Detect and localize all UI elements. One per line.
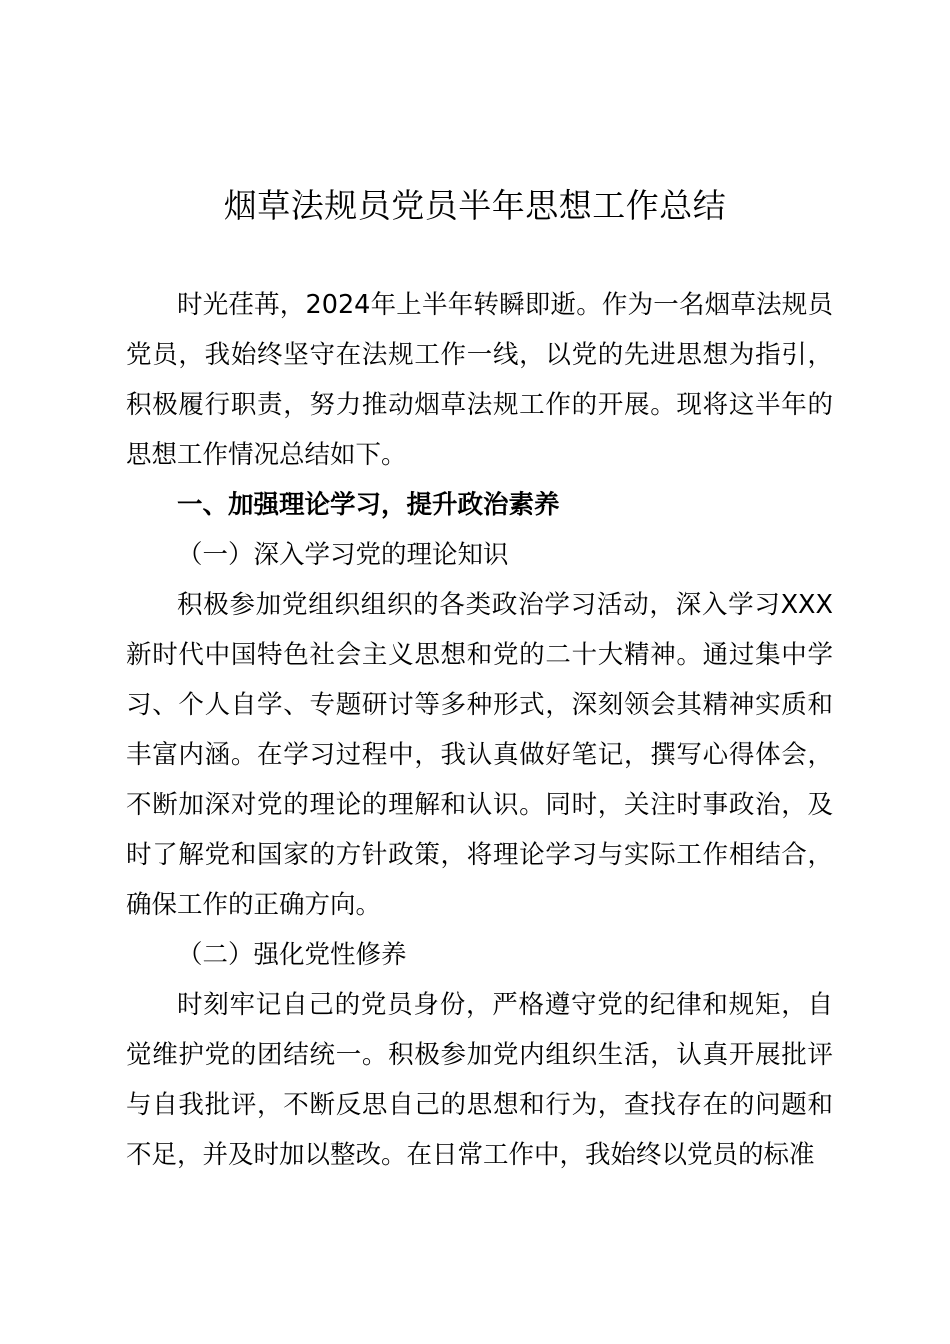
subsection-heading-2: （二）强化党性修养 — [177, 940, 407, 970]
section-heading-1: 一、加强理论学习，提升政治素养 — [177, 490, 560, 520]
document-title: 烟草法规员党员半年思想工作总结 — [223, 186, 727, 225]
intro-paragraph: 时光荏苒，2024年上半年转瞬即逝。作为一名烟草法规员党员，我始终坚守在法规工作一线，以党的先进思想为指引，积极履行职责，努力推动烟草法规工作的开展。现将这半年的思想工作情况总结如下。 — [126, 290, 833, 470]
body-paragraph-1: 积极参加党组织组织的各类政治学习活动，深入学习XXX新时代中国特色社会主义思想和党的二十大精神。通过集中学习、个人自学、专题研讨等多种形式，深刻领会其精神实质和丰富内涵。在学习过程中，我认真做好笔记，撰写心得体会，不断加深对党的理论的理解和认识。同时，关注时事政治，及时了解党和国家的方针政策，将理论学习与实际工作相结合，确保工作的正确方向。 — [126, 590, 833, 920]
subsection-heading-1: （一）深入学习党的理论知识 — [177, 540, 509, 570]
body-paragraph-2: 时刻牢记自己的党员身份，严格遵守党的纪律和规矩，自觉维护党的团结统一。积极参加党内组织生活，认真开展批评与自我批评，不断反思自己的思想和行为，查找存在的问题和不足，并及时加以整改。在日常工作中，我始终以党员的标准 — [126, 990, 833, 1170]
document-body — [126, 280, 833, 1180]
